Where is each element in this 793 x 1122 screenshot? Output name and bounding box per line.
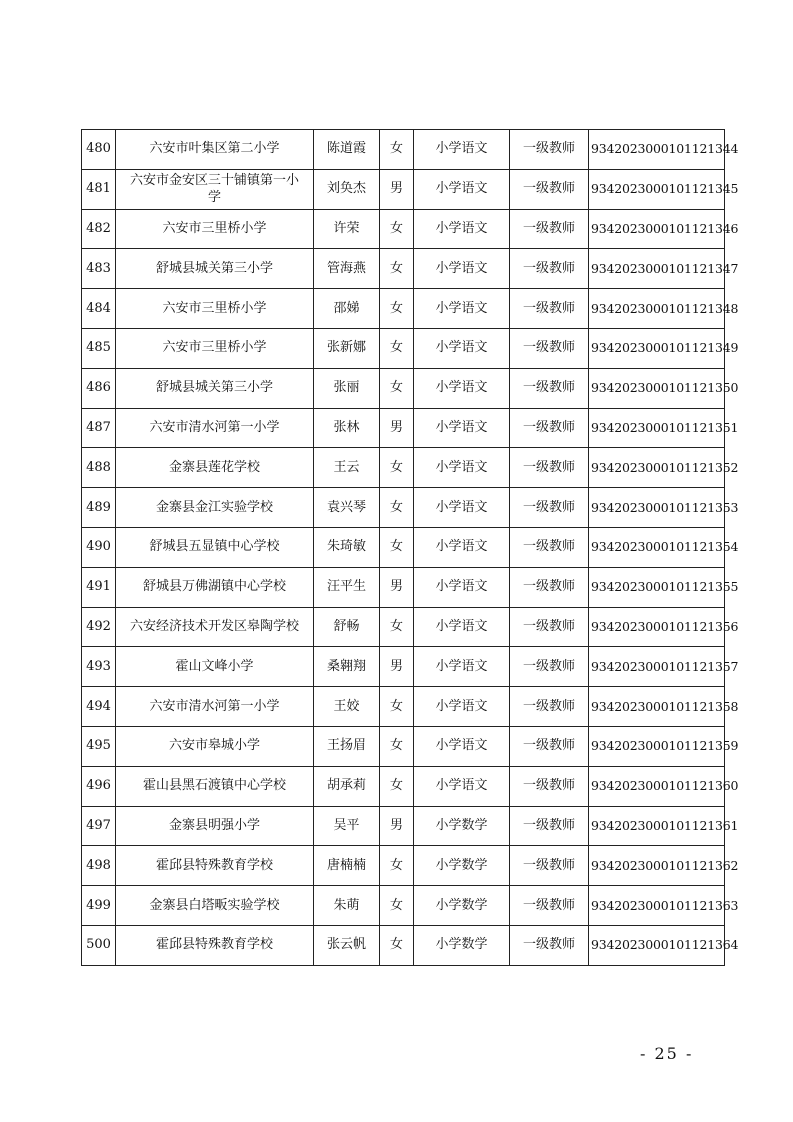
subject-cell: 小学语文: [414, 328, 510, 368]
certificate-number-cell: 9342023000101121357: [589, 647, 725, 687]
subject-cell: 小学数学: [414, 925, 510, 965]
row-number-cell: 489: [82, 488, 116, 528]
row-number-cell: 485: [82, 328, 116, 368]
subject-cell: 小学语文: [414, 726, 510, 766]
row-number-cell: 491: [82, 567, 116, 607]
row-number-cell: 494: [82, 687, 116, 727]
table-row: [82, 328, 725, 368]
row-number-cell: 493: [82, 647, 116, 687]
certificate-number-cell: 9342023000101121346: [589, 209, 725, 249]
subject-cell: 小学语文: [414, 766, 510, 806]
title-cell: 一级教师: [510, 846, 589, 886]
certificate-number-cell: 9342023000101121361: [589, 806, 725, 846]
gender-cell: 男: [380, 806, 414, 846]
certificate-number-cell: 9342023000101121350: [589, 368, 725, 408]
table-row: [82, 846, 725, 886]
certificate-number-cell: 9342023000101121354: [589, 527, 725, 567]
school-cell: 金寨县莲花学校: [116, 448, 314, 488]
school-cell: 六安市三里桥小学: [116, 289, 314, 329]
certificate-number-cell: 9342023000101121352: [589, 448, 725, 488]
title-cell: 一级教师: [510, 448, 589, 488]
certificate-number-cell: 9342023000101121364: [589, 925, 725, 965]
school-cell: 舒城县万佛湖镇中心学校: [116, 567, 314, 607]
table-row: [82, 289, 725, 329]
school-cell: 金寨县白塔畈实验学校: [116, 886, 314, 926]
gender-cell: 男: [380, 567, 414, 607]
certificate-number-cell: 9342023000101121344: [589, 130, 725, 170]
subject-cell: 小学语文: [414, 169, 510, 209]
school-cell: 舒城县城关第三小学: [116, 368, 314, 408]
school-cell: 六安市金安区三十铺镇第一小学: [116, 169, 314, 209]
row-number-cell: 481: [82, 169, 116, 209]
gender-cell: 女: [380, 328, 414, 368]
certificate-number-cell: 9342023000101121362: [589, 846, 725, 886]
gender-cell: 女: [380, 726, 414, 766]
teacher-name-cell: 袁兴琴: [314, 488, 380, 528]
table-row: [82, 607, 725, 647]
table-row: [82, 488, 725, 528]
title-cell: 一级教师: [510, 687, 589, 727]
certificate-number-cell: 9342023000101121351: [589, 408, 725, 448]
title-cell: 一级教师: [510, 408, 589, 448]
title-cell: 一级教师: [510, 925, 589, 965]
table-row: [82, 567, 725, 607]
table-body: [82, 130, 739, 966]
title-cell: 一级教师: [510, 209, 589, 249]
subject-cell: 小学数学: [414, 886, 510, 926]
title-cell: 一级教师: [510, 289, 589, 329]
certificate-number-cell: 9342023000101121359: [589, 726, 725, 766]
gender-cell: 女: [380, 607, 414, 647]
gender-cell: 男: [380, 647, 414, 687]
row-number-cell: 499: [82, 886, 116, 926]
teacher-name-cell: 管海燕: [314, 249, 380, 289]
gender-cell: 女: [380, 527, 414, 567]
gender-cell: 女: [380, 368, 414, 408]
row-number-cell: 497: [82, 806, 116, 846]
teacher-name-cell: 许荣: [314, 209, 380, 249]
page-number: - 25 -: [640, 1044, 694, 1063]
school-cell: 六安市皋城小学: [116, 726, 314, 766]
subject-cell: 小学数学: [414, 806, 510, 846]
title-cell: 一级教师: [510, 567, 589, 607]
gender-cell: 女: [380, 846, 414, 886]
table-row: [82, 130, 725, 170]
table-row: [82, 368, 725, 408]
teacher-name-cell: 张新娜: [314, 328, 380, 368]
subject-cell: 小学语文: [414, 368, 510, 408]
title-cell: 一级教师: [510, 488, 589, 528]
teacher-roster-table: [81, 129, 739, 966]
certificate-number-cell: 9342023000101121363: [589, 886, 725, 926]
teacher-name-cell: 张林: [314, 408, 380, 448]
gender-cell: 女: [380, 130, 414, 170]
school-cell: 六安市三里桥小学: [116, 209, 314, 249]
school-cell: 霍山县黑石渡镇中心学校: [116, 766, 314, 806]
title-cell: 一级教师: [510, 806, 589, 846]
teacher-name-cell: 王扬眉: [314, 726, 380, 766]
teacher-name-cell: 邵娣: [314, 289, 380, 329]
table-row: [82, 169, 725, 209]
table-row: [82, 408, 725, 448]
certificate-number-cell: 9342023000101121360: [589, 766, 725, 806]
gender-cell: 女: [380, 488, 414, 528]
row-number-cell: 492: [82, 607, 116, 647]
subject-cell: 小学语文: [414, 687, 510, 727]
school-cell: 六安市清水河第一小学: [116, 408, 314, 448]
school-cell: 六安市三里桥小学: [116, 328, 314, 368]
gender-cell: 女: [380, 925, 414, 965]
title-cell: 一级教师: [510, 766, 589, 806]
table-row: [82, 249, 725, 289]
subject-cell: 小学语文: [414, 249, 510, 289]
teacher-name-cell: 胡承莉: [314, 766, 380, 806]
school-cell: 舒城县五显镇中心学校: [116, 527, 314, 567]
certificate-number-cell: 9342023000101121356: [589, 607, 725, 647]
school-cell: 金寨县金江实验学校: [116, 488, 314, 528]
teacher-name-cell: 张丽: [314, 368, 380, 408]
table-row: [82, 766, 725, 806]
table-row: [82, 886, 725, 926]
teacher-name-cell: 吴平: [314, 806, 380, 846]
subject-cell: 小学语文: [414, 527, 510, 567]
teacher-name-cell: 王姣: [314, 687, 380, 727]
teacher-name-cell: 陈道霞: [314, 130, 380, 170]
title-cell: 一级教师: [510, 249, 589, 289]
school-cell: 六安市清水河第一小学: [116, 687, 314, 727]
row-number-cell: 488: [82, 448, 116, 488]
certificate-number-cell: 9342023000101121355: [589, 567, 725, 607]
table-row: [82, 726, 725, 766]
row-number-cell: 482: [82, 209, 116, 249]
row-number-cell: 495: [82, 726, 116, 766]
teacher-name-cell: 朱琦敏: [314, 527, 380, 567]
title-cell: 一级教师: [510, 886, 589, 926]
certificate-number-cell: 9342023000101121348: [589, 289, 725, 329]
certificate-number-cell: 9342023000101121347: [589, 249, 725, 289]
table-row: [82, 806, 725, 846]
row-number-cell: 490: [82, 527, 116, 567]
gender-cell: 女: [380, 687, 414, 727]
gender-cell: 女: [380, 289, 414, 329]
certificate-number-cell: 9342023000101121358: [589, 687, 725, 727]
teacher-name-cell: 刘奂杰: [314, 169, 380, 209]
gender-cell: 女: [380, 886, 414, 926]
teacher-name-cell: 桑翱翔: [314, 647, 380, 687]
teacher-name-cell: 朱萌: [314, 886, 380, 926]
title-cell: 一级教师: [510, 328, 589, 368]
subject-cell: 小学语文: [414, 567, 510, 607]
school-cell: 金寨县明强小学: [116, 806, 314, 846]
subject-cell: 小学语文: [414, 607, 510, 647]
row-number-cell: 483: [82, 249, 116, 289]
title-cell: 一级教师: [510, 130, 589, 170]
subject-cell: 小学语文: [414, 647, 510, 687]
title-cell: 一级教师: [510, 726, 589, 766]
school-cell: 霍邱县特殊教育学校: [116, 846, 314, 886]
gender-cell: 女: [380, 766, 414, 806]
teacher-name-cell: 张云帆: [314, 925, 380, 965]
row-number-cell: 487: [82, 408, 116, 448]
row-number-cell: 480: [82, 130, 116, 170]
gender-cell: 女: [380, 448, 414, 488]
title-cell: 一级教师: [510, 607, 589, 647]
title-cell: 一级教师: [510, 368, 589, 408]
subject-cell: 小学语文: [414, 448, 510, 488]
subject-cell: 小学语文: [414, 408, 510, 448]
certificate-number-cell: 9342023000101121345: [589, 169, 725, 209]
teacher-name-cell: 汪平生: [314, 567, 380, 607]
teacher-name-cell: 舒畅: [314, 607, 380, 647]
subject-cell: 小学语文: [414, 488, 510, 528]
school-cell: 霍山文峰小学: [116, 647, 314, 687]
gender-cell: 女: [380, 209, 414, 249]
table-row: [82, 209, 725, 249]
title-cell: 一级教师: [510, 169, 589, 209]
teacher-name-cell: 王云: [314, 448, 380, 488]
row-number-cell: 484: [82, 289, 116, 329]
subject-cell: 小学数学: [414, 846, 510, 886]
row-number-cell: 500: [82, 925, 116, 965]
title-cell: 一级教师: [510, 647, 589, 687]
school-cell: 舒城县城关第三小学: [116, 249, 314, 289]
subject-cell: 小学语文: [414, 130, 510, 170]
table-row: [82, 925, 725, 965]
certificate-number-cell: 9342023000101121353: [589, 488, 725, 528]
gender-cell: 男: [380, 169, 414, 209]
table-row: [82, 448, 725, 488]
subject-cell: 小学语文: [414, 289, 510, 329]
title-cell: 一级教师: [510, 527, 589, 567]
certificate-number-cell: 9342023000101121349: [589, 328, 725, 368]
row-number-cell: 498: [82, 846, 116, 886]
school-cell: 霍邱县特殊教育学校: [116, 925, 314, 965]
teacher-name-cell: 唐楠楠: [314, 846, 380, 886]
table-row: [82, 647, 725, 687]
school-cell: 六安市叶集区第二小学: [116, 130, 314, 170]
table-row: [82, 687, 725, 727]
gender-cell: 男: [380, 408, 414, 448]
table-row: [82, 527, 725, 567]
row-number-cell: 496: [82, 766, 116, 806]
subject-cell: 小学语文: [414, 209, 510, 249]
gender-cell: 女: [380, 249, 414, 289]
school-cell: 六安经济技术开发区皋陶学校: [116, 607, 314, 647]
row-number-cell: 486: [82, 368, 116, 408]
